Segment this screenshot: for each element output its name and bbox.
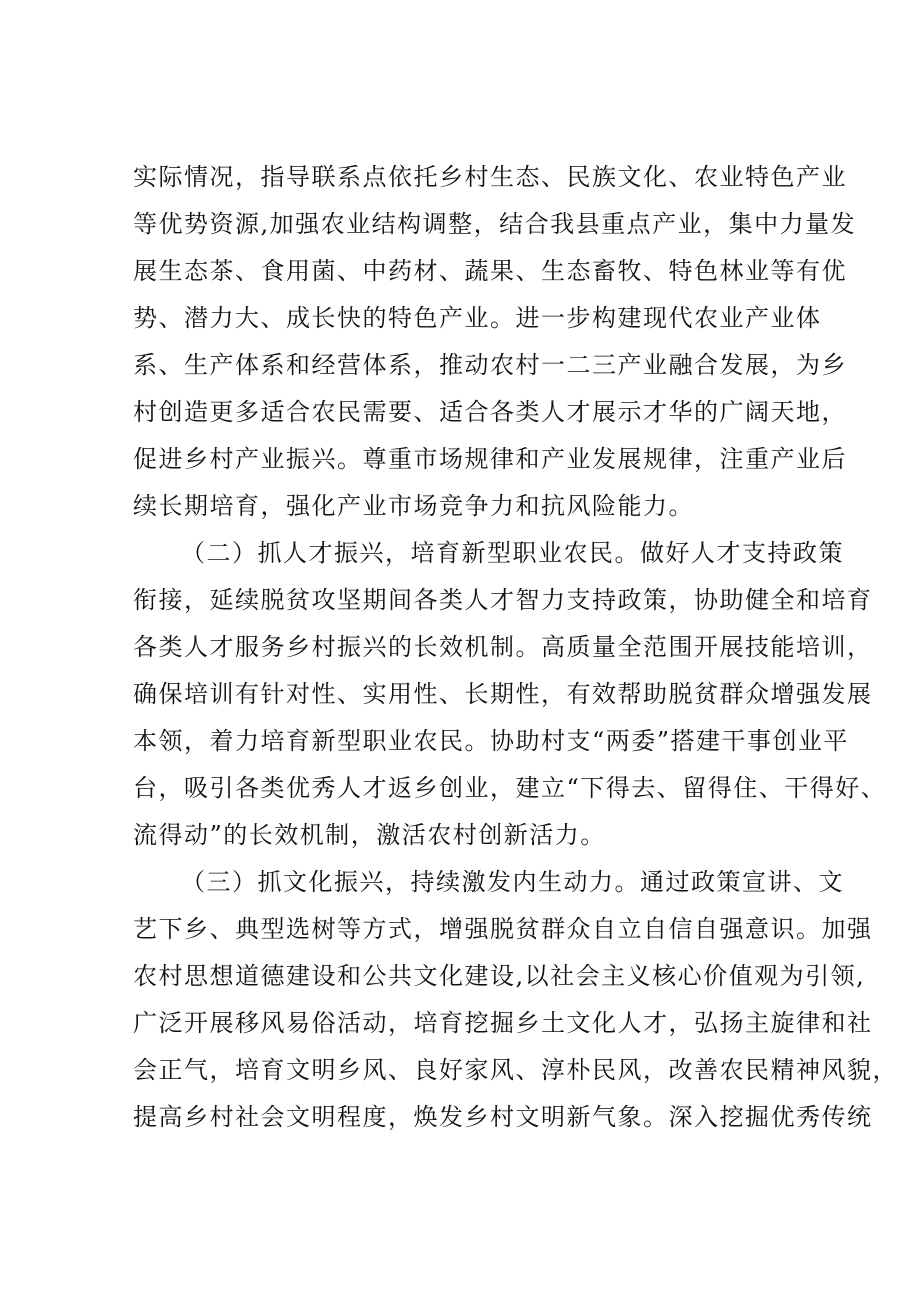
text-line: 村创造更多适合农民需要、适合各类人才展示才华的广阔天地，	[133, 398, 847, 426]
text-line: 流得动”的长效机制，激活农村创新活力。	[133, 821, 606, 849]
paragraph-heading-line: （三）抓文化振兴，持续激发内生动力。通过政策宣讲、文	[181, 868, 844, 896]
text-line: 促进乡村产业振兴。尊重市场规律和产业发展规律，注重产业后	[133, 445, 847, 473]
text-line: 势、潜力大、成长快的特色产业。进一步构建现代农业产业体	[133, 304, 822, 332]
text-line: 本领，着力培育新型职业农民。协助村支“两委”搭建干事创业平	[133, 727, 850, 755]
text-line: 等优势资源,加强农业结构调整，结合我县重点产业，集中力量发	[133, 210, 857, 238]
text-line: 系、生产体系和经营体系，推动农村一二三产业融合发展，为乡	[133, 351, 847, 379]
text-line: 衔接，延续脱贫攻坚期间各类人才智力支持政策，协助健全和培育	[133, 586, 873, 614]
text-line: 续长期培育，强化产业市场竞争力和抗风险能力。	[133, 492, 694, 520]
text-line: 广泛开展移风易俗活动，培育挖掘乡土文化人才，弘扬主旋律和社	[133, 1009, 873, 1037]
text-line: 各类人才服务乡村振兴的长效机制。高质量全范围开展技能培训，	[133, 633, 873, 661]
paragraph-heading-line: （二）抓人才振兴，培育新型职业农民。做好人才支持政策	[181, 539, 844, 567]
text-line: 实际情况，指导联系点依托乡村生态、民族文化、农业特色产业	[133, 163, 847, 191]
text-line: 提高乡村社会文明程度，焕发乡村文明新气象。深入挖掘优秀传统	[133, 1103, 873, 1131]
text-line: 展生态茶、食用菌、中药材、蔬果、生态畜牧、特色林业等有优	[133, 257, 847, 285]
text-line: 农村思想道德建设和公共文化建设,以社会主义核心价值观为引领,	[133, 962, 866, 990]
text-line: 台，吸引各类优秀人才返乡创业，建立“下得去、留得住、干得好、	[133, 774, 887, 802]
text-line: 确保培训有针对性、实用性、长期性，有效帮助脱贫群众增强发展	[133, 680, 873, 708]
text-line: 艺下乡、典型选树等方式，增强脱贫群众自立自信自强意识。加强	[133, 915, 873, 943]
text-line: 会正气，培育文明乡风、良好家风、淳朴民风，改善农民精神风貌，	[133, 1056, 898, 1084]
